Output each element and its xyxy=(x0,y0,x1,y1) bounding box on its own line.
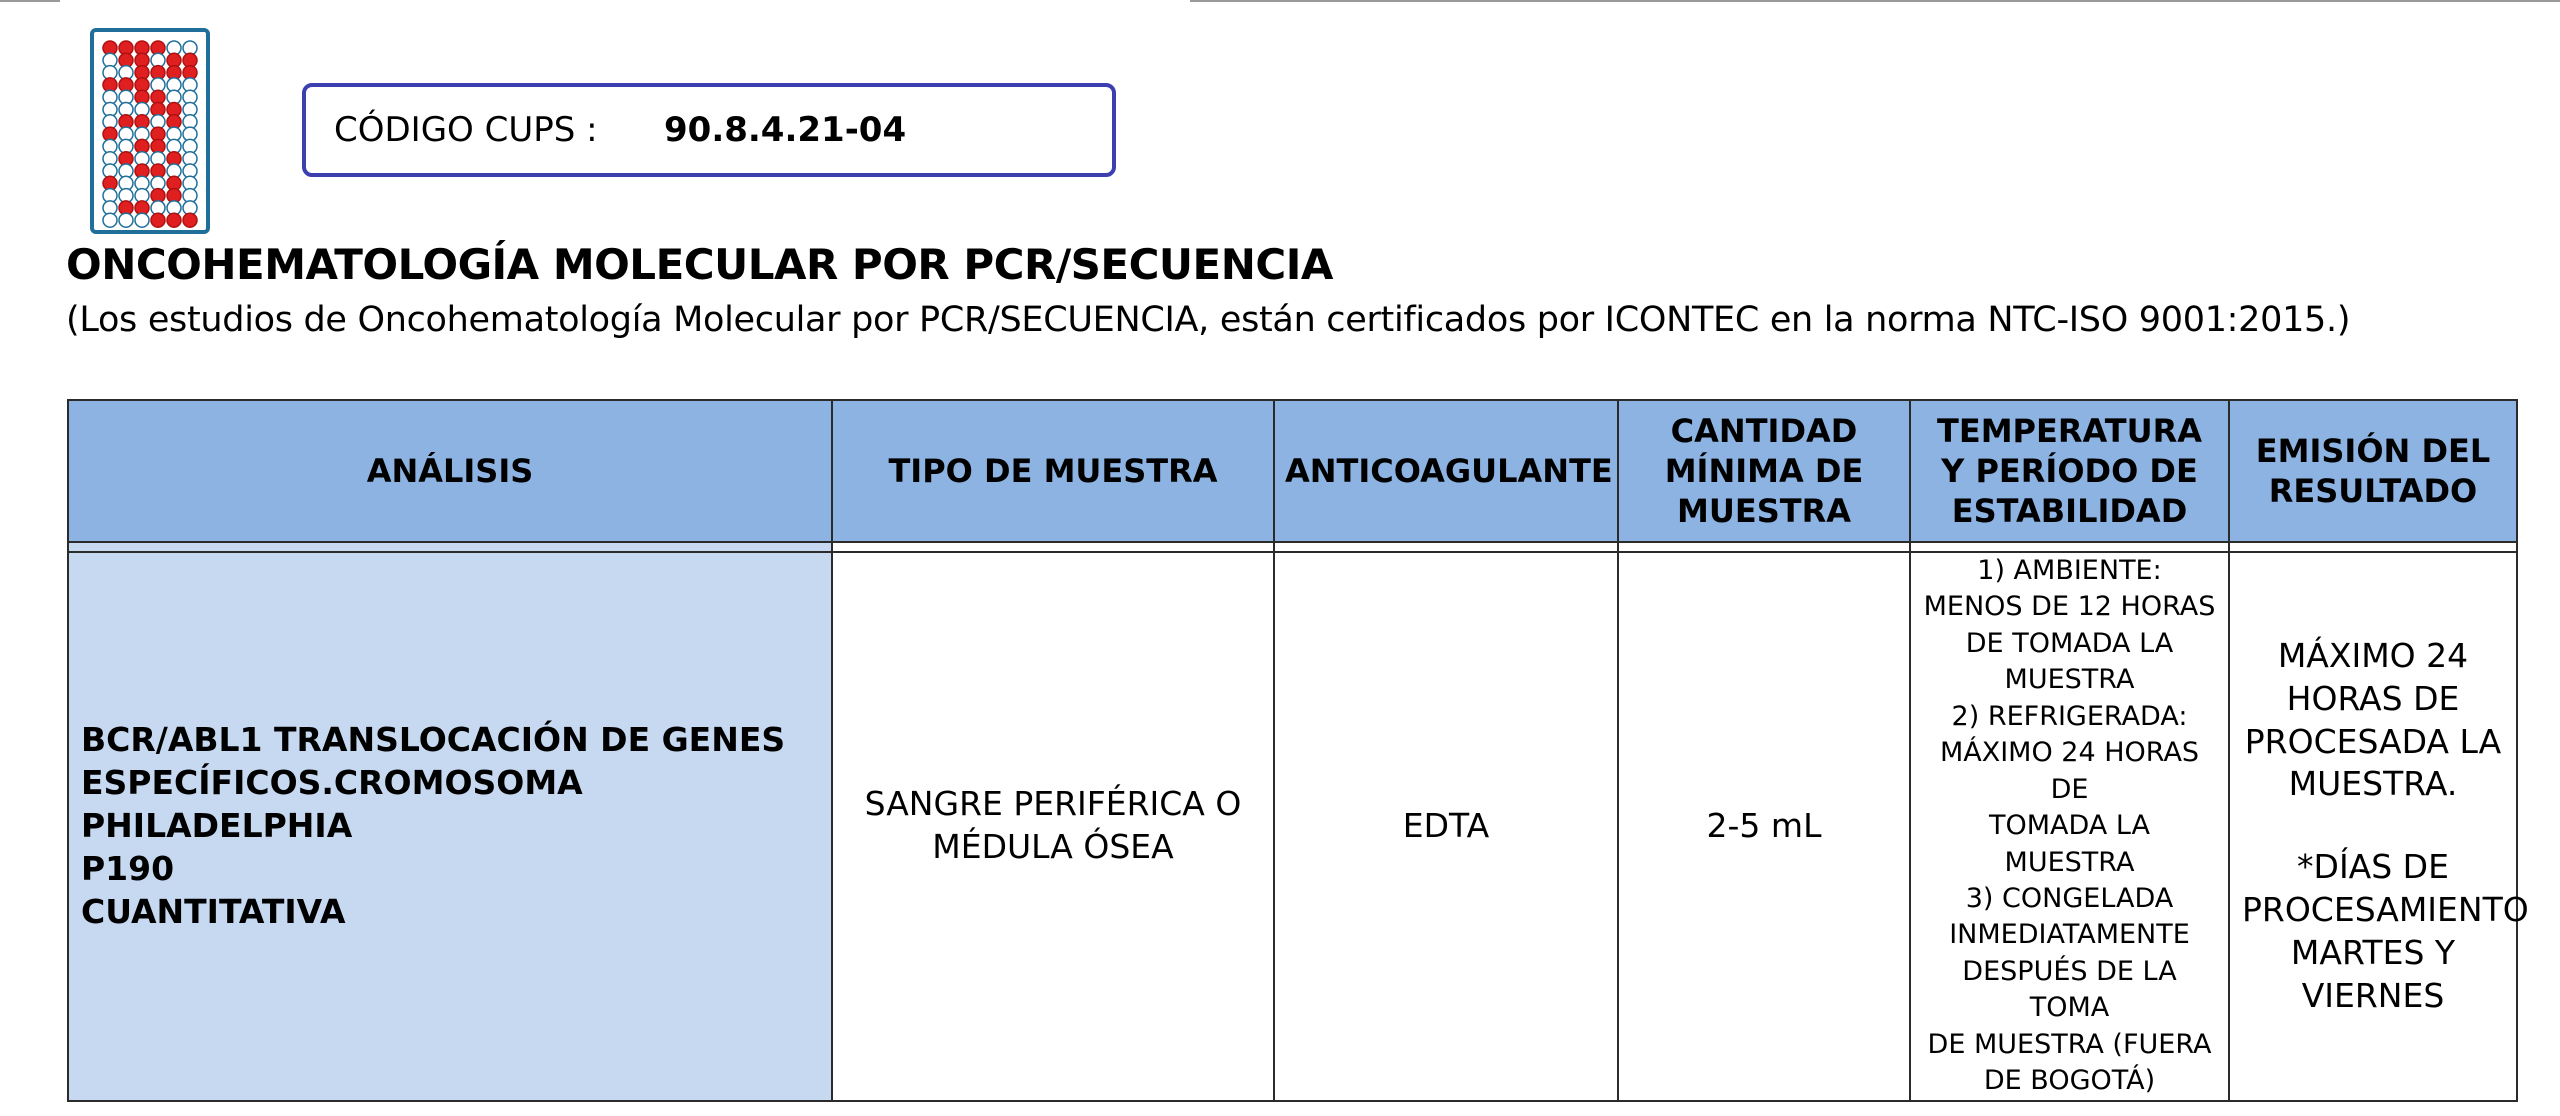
min-quantity-cell: 2-5 mL xyxy=(1618,552,1910,1101)
temperature-line: 2) REFRIGERADA: xyxy=(1951,700,2188,732)
separator-cell xyxy=(1274,542,1618,552)
cups-code-value: 90.8.4.21-04 xyxy=(664,110,907,150)
temperature-cell xyxy=(1910,552,2229,1101)
result-emission-line: MUESTRA. xyxy=(2288,764,2458,804)
result-emission-line: HORAS DE xyxy=(2286,678,2460,718)
temperature-line: MUESTRA xyxy=(2004,664,2135,696)
header-anticoagulant: ANTICOAGULANTE xyxy=(1274,400,1618,542)
top-rule xyxy=(1190,0,2560,2)
logo-dot xyxy=(103,213,117,227)
separator-cell xyxy=(2229,542,2517,552)
analysis-cell xyxy=(68,552,832,1101)
temperature-line: 1) AMBIENTE: xyxy=(1977,555,2162,586)
cups-code-label: CÓDIGO CUPS : xyxy=(334,110,598,150)
header-separator-row xyxy=(68,542,2517,552)
page-title: ONCOHEMATOLOGÍA MOLECULAR POR PCR/SECUENCIA xyxy=(66,240,1333,289)
processing-days-line: MARTES Y xyxy=(2290,933,2456,973)
result-emission-cell xyxy=(2229,552,2529,1101)
temperature-line: DESPUÉS DE LA TOMA xyxy=(1962,955,2177,1024)
header-temperature: TEMPERATURA Y PERÍODO DE ESTABILIDAD xyxy=(1910,400,2229,542)
temperature-line: DE TOMADA LA xyxy=(1965,627,2174,659)
logo-dot xyxy=(183,213,197,227)
spacer xyxy=(2242,806,2504,846)
sample-type-line: MÉDULA ÓSEA xyxy=(932,827,1174,867)
anticoagulant-cell: EDTA xyxy=(1274,552,1618,1101)
temperature-line: DE MUESTRA (FUERA xyxy=(1927,1028,2212,1060)
temperature-line: DE BOGOTÁ) xyxy=(1983,1065,2156,1097)
separator-cell xyxy=(68,542,832,552)
analysis-line: CUANTITATIVA xyxy=(81,891,346,931)
sample-type-cell xyxy=(832,552,1274,1101)
header-sample-type: TIPO DE MUESTRA xyxy=(832,400,1274,542)
logo-dot-grid xyxy=(100,38,200,228)
study-table xyxy=(67,399,2529,1102)
top-rule-left xyxy=(0,0,60,2)
result-emission-line: MÁXIMO 24 xyxy=(2277,635,2469,675)
logo-dot xyxy=(167,213,181,227)
analysis-line: ESPECÍFICOS.CROMOSOMA PHILADELPHIA xyxy=(81,762,583,845)
processing-days-line: *DÍAS DE xyxy=(2297,847,2449,887)
certification-note: (Los estudios de Oncohematología Molecular por PCR/SECUENCIA, están certificados por ICONTEC en la norma NTC-ISO 9001:2015.) xyxy=(66,300,2351,340)
header-result-emission: EMISIÓN DEL RESULTADO xyxy=(2229,400,2517,542)
temperature-line: MÁXIMO 24 HORAS DE xyxy=(1939,737,2200,805)
temperature-line: 3) CONGELADA xyxy=(1965,882,2174,914)
processing-days-line: PROCESAMIENTO xyxy=(2242,890,2529,930)
analysis-line: P190 xyxy=(81,848,175,888)
analysis-line: BCR/ABL1 TRANSLOCACIÓN DE GENES xyxy=(81,720,786,760)
header-min-quantity: CANTIDAD MÍNIMA DE MUESTRA xyxy=(1618,400,1910,542)
logo-dot xyxy=(135,213,149,227)
sample-type-line: SANGRE PERIFÉRICA O xyxy=(864,784,1242,824)
separator-cell xyxy=(1910,542,2229,552)
temperature-line: TOMADA LA MUESTRA xyxy=(1988,810,2150,878)
table-row xyxy=(68,552,2517,1101)
logo-dot xyxy=(151,213,165,227)
logo-dot xyxy=(119,213,133,227)
cups-code-box xyxy=(302,83,1116,177)
temperature-line: INMEDIATAMENTE xyxy=(1949,919,2190,951)
header-analysis: ANÁLISIS xyxy=(68,400,832,542)
table-header-row xyxy=(68,400,2517,542)
temperature-line: MENOS DE 12 HORAS xyxy=(1923,591,2216,623)
processing-days-line: VIERNES xyxy=(2301,975,2445,1015)
separator-cell xyxy=(1618,542,1910,552)
result-emission-line: PROCESADA LA xyxy=(2244,721,2502,761)
separator-cell xyxy=(832,542,1274,552)
lab-logo xyxy=(90,28,210,234)
